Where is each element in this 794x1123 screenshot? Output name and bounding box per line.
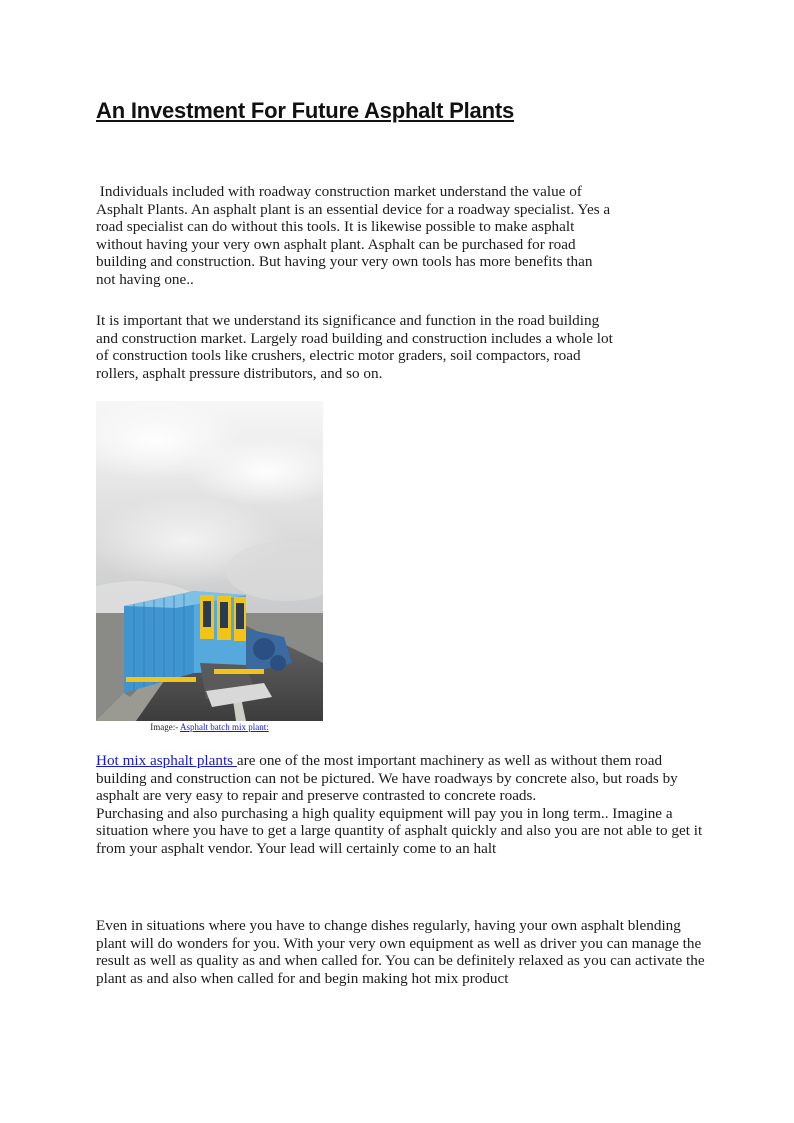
caption-prefix: Image:- <box>150 722 180 732</box>
figure-caption <box>96 722 323 732</box>
paragraph-hot-mix <box>96 752 706 858</box>
hot-mix-asphalt-plants-link[interactable]: Hot mix asphalt plants <box>96 752 237 769</box>
paragraph-hot-mix-text: are one of the most important machinery as well as without them road building and construction can not be pictured. We have roadways by concrete also, but roads by asphalt are very easy to repair and preserve contrasted to concrete roads. <box>96 752 678 805</box>
asphalt-plant-image <box>96 401 323 721</box>
caption-link[interactable]: Asphalt batch mix plant: <box>180 722 269 732</box>
paragraph-significance: It is important that we understand its significance and function in the road building and construction market. Largely road building and construction includes a whole lot of construction tools like crushers, electric motor graders, soil compactors, road rollers, asphalt pressure distributors, and so on. <box>96 312 613 382</box>
paragraph-intro: Individuals included with roadway construction market understand the value of Asphalt Plants. An asphalt plant is an essential device for a roadway specialist. Yes a road specialist can do without this tools. It is likewise possible to make asphalt without having your very own asphalt plant. Asphalt can be purchased for road building and construction. But having your very own tools has more benefits than not having one.. <box>96 183 611 288</box>
paragraph-recipes: Even in situations where you have to change dishes regularly, having your own asphalt blending plant will do wonders for you. With your very own equipment as well as driver you can manage the result as well as quality as and when called for. You can be definitely relaxed as you can activate the plant as and also when called for and begin making hot mix product <box>96 917 705 987</box>
paragraph-purchasing-text: Purchasing and also purchasing a high quality equipment will pay you in long term.. Imagine a situation where you have to get a large quantity of asphalt quickly and also you are not able to get it from your asphalt vendor. Your lead will certainly come to an halt <box>96 804 703 857</box>
page-title: An Investment For Future Asphalt Plants <box>96 98 514 123</box>
